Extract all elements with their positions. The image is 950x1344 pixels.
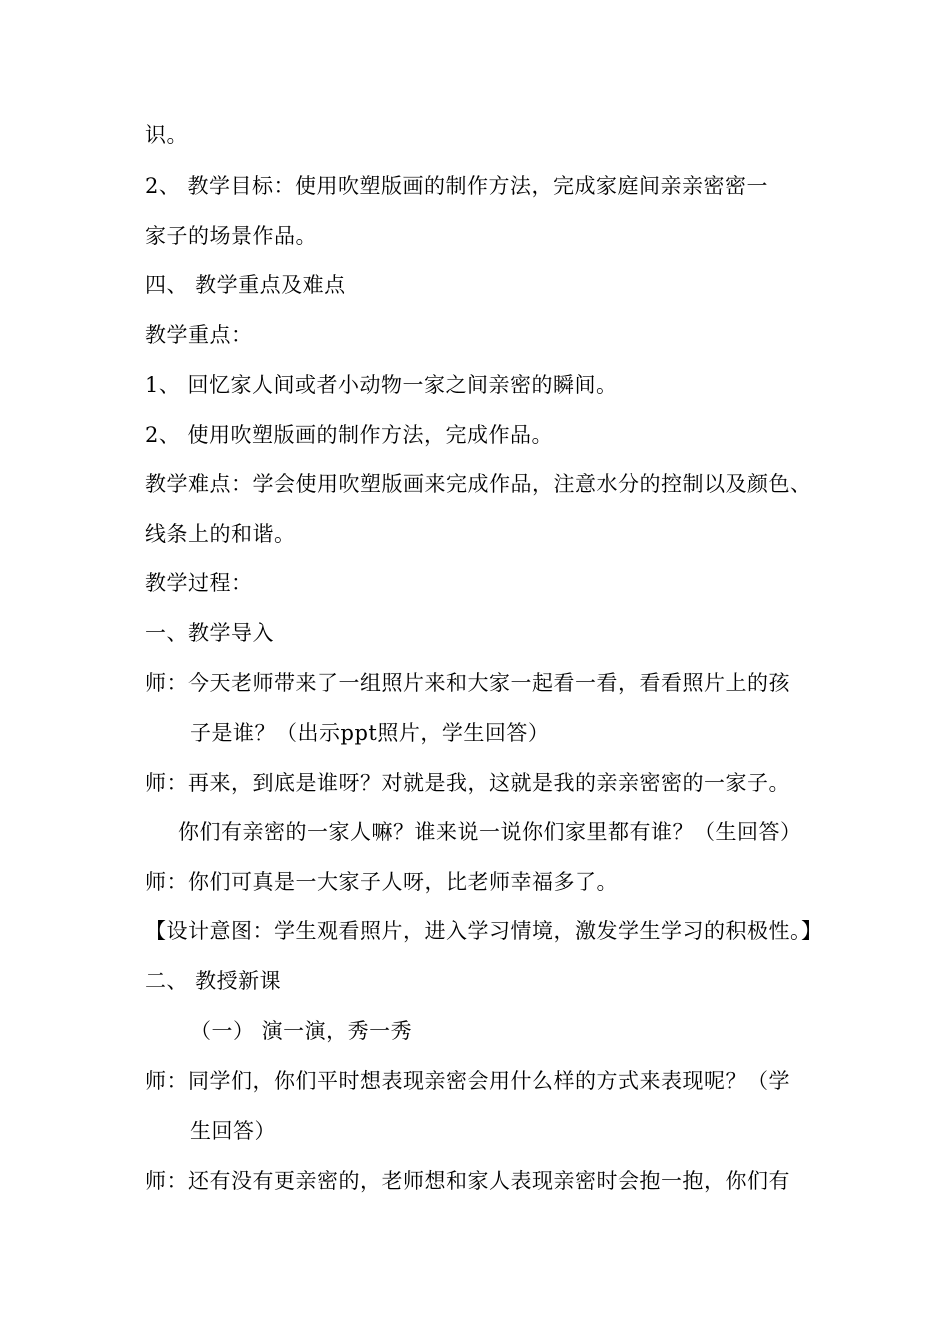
text-line: 识。 (145, 123, 188, 147)
text-line: 你们有亲密的一家人嘛？谁来说一说你们家里都有谁？（生回答） (178, 820, 802, 844)
text-line: 师：再来，到底是谁呀？对就是我，这就是我的亲亲密密的一家子。 (145, 771, 790, 795)
section-heading: 四、 教学重点及难点 (145, 273, 346, 297)
text-line: 生回答） (190, 1119, 276, 1143)
text-line: 子是谁？（出示ppt照片，学生回答） (190, 721, 550, 745)
text-line: 师：你们可真是一大家子人呀，比老师幸福多了。 (145, 870, 618, 894)
text-line: 师：同学们，你们平时想表现亲密会用什么样的方式来表现呢？（学 (145, 1069, 790, 1093)
subsection-heading: （一） 演一演，秀一秀 (190, 1019, 413, 1043)
text-line: 师：今天老师带来了一组照片来和大家一起看一看，看看照片上的孩 (145, 671, 790, 695)
section-heading: 二、 教授新课 (145, 969, 282, 993)
text-line: 1、 回忆家人间或者小动物一家之间亲密的瞬间。 (145, 373, 618, 397)
text-line: 家子的场景作品。 (145, 224, 317, 248)
text-line: 教学过程： (145, 571, 253, 595)
text-line: 2、 使用吹塑版画的制作方法，完成作品。 (145, 423, 554, 447)
text-line: 2、 教学目标：使用吹塑版画的制作方法，完成家庭间亲亲密密一 (145, 174, 769, 198)
text-line: 教学重点： (145, 323, 253, 347)
text-line: 线条上的和谐。 (145, 522, 296, 546)
section-heading: 一、教学导入 (145, 621, 274, 645)
design-intent-note: 【设计意图：学生观看照片，进入学习情境，激发学生学习的积极性。】 (145, 919, 823, 943)
text-line: 教学难点：学会使用吹塑版画来完成作品，注意水分的控制以及颜色、 (145, 472, 812, 496)
text-line: 师：还有没有更亲密的，老师想和家人表现亲密时会抱一抱，你们有 (145, 1169, 790, 1193)
